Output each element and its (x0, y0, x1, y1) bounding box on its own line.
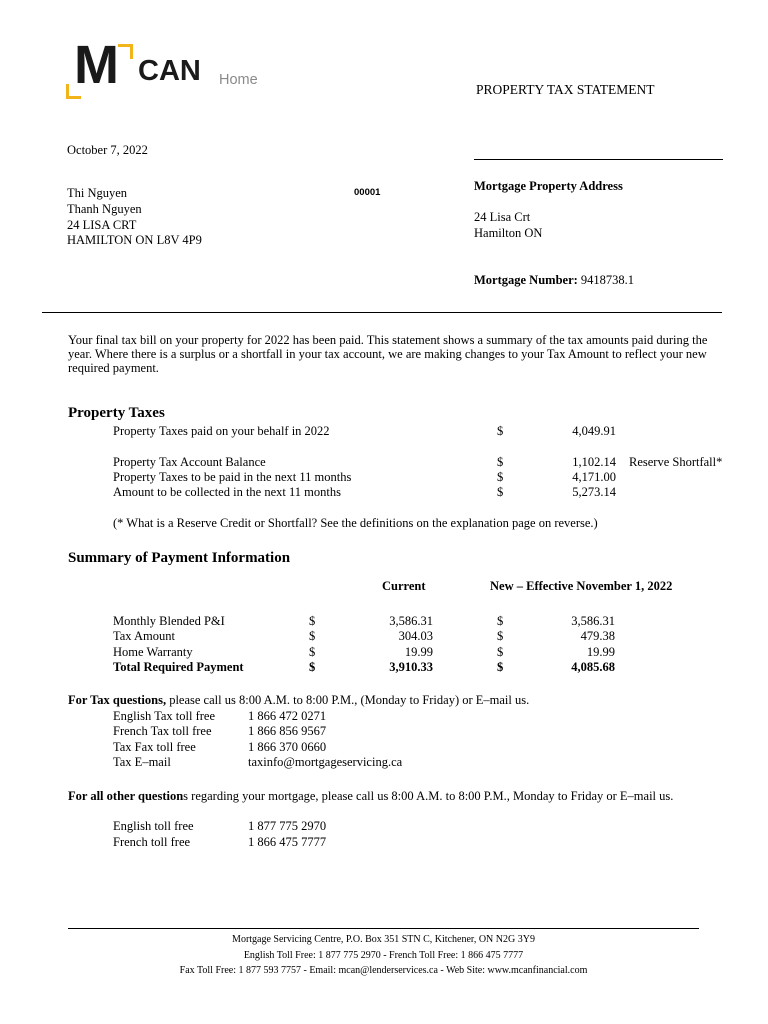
property-address-line-1: 24 Lisa Crt (474, 210, 531, 224)
tax-email-link[interactable]: taxinfo@mortgageservicing.ca (248, 755, 403, 769)
contact-label: French Tax toll free (113, 724, 212, 738)
footer-address: Mortgage Servicing Centre, P.O. Box 351 STN C, Kitchener, ON N2G 3Y9 (232, 934, 535, 945)
payment-row-new: 479.38 (580, 629, 615, 643)
footer-contact: Fax Toll Free: 1 877 593 7757 - Email: mcan@lenderservices.ca - Web Site: www.mcanfinancial.com (179, 965, 588, 976)
contact-label: English toll free (113, 819, 194, 833)
payment-summary-heading: Summary of Payment Information (68, 550, 291, 566)
header-divider (42, 312, 722, 313)
address-divider (474, 159, 723, 160)
footer-toll-free: English Toll Free: 1 877 775 2970 - French Toll Free: 1 866 475 7777 (243, 950, 524, 961)
tax-questions-text: please call us 8:00 A.M. to 8:00 P.M., (Monday to Friday) or E–mail us. (166, 693, 530, 707)
payment-row-new: 19.99 (586, 645, 615, 659)
mortgage-number-value: 9418738.1 (580, 273, 635, 287)
property-address-heading: Mortgage Property Address (474, 179, 623, 193)
tax-row-currency: $ (497, 455, 504, 469)
property-address-line-2: Hamilton ON (474, 226, 543, 240)
tax-row-label: Property Tax Account Balance (113, 455, 266, 469)
payment-row-label: Home Warranty (113, 645, 193, 659)
logo-home: Home (219, 72, 258, 88)
recipient-line-1: Thi Nguyen (67, 186, 128, 200)
contact-value: 1 866 856 9567 (248, 724, 327, 738)
payment-row-current: 19.99 (404, 645, 433, 659)
tax-row-label: Property Taxes paid on your behalf in 2022 (113, 424, 330, 438)
payment-row-current-symbol: $ (309, 614, 316, 628)
recipient-code: 00001 (354, 187, 381, 198)
payment-total-label: Total Required Payment (113, 660, 244, 674)
other-questions-intro (68, 789, 698, 803)
tax-row-currency: $ (497, 485, 504, 499)
contact-value: 1 877 775 2970 (248, 819, 327, 833)
contact-label: Tax Fax toll free (113, 740, 196, 754)
other-questions-lead: For all other question (68, 789, 184, 803)
payment-total-current: 3,910.33 (389, 660, 433, 674)
column-header-current: Current (382, 579, 426, 593)
payment-row-new-symbol: $ (497, 645, 504, 659)
tax-row-currency: $ (497, 424, 504, 438)
tax-row-amount: 1,102.14 (572, 455, 616, 469)
reserve-shortfall-note: Reserve Shortfall* (629, 455, 723, 469)
column-header-new: New – Effective November 1, 2022 (490, 579, 673, 593)
payment-row-current: 3,586.31 (389, 614, 433, 628)
other-questions-text: s regarding your mortgage, please call us 8:00 A.M. to 8:00 P.M., Monday to Friday or E–mail us. (183, 789, 674, 803)
tax-row-amount: 4,049.91 (572, 424, 616, 438)
payment-row-new-symbol: $ (497, 629, 504, 643)
recipient-line-4: HAMILTON ON L8V 4P9 (67, 233, 202, 247)
tax-row-label: Amount to be collected in the next 11 months (113, 485, 341, 499)
payment-row-label: Monthly Blended P&I (113, 614, 225, 628)
recipient-line-3: 24 LISA CRT (67, 218, 137, 232)
tax-row-currency: $ (497, 470, 504, 484)
payment-row-label: Tax Amount (113, 629, 175, 643)
mortgage-number (474, 274, 634, 287)
payment-row-current: 304.03 (398, 629, 433, 643)
logo-can: CAN (138, 55, 201, 87)
recipient-line-2: Thanh Nguyen (67, 202, 142, 216)
payment-row-new: 3,586.31 (571, 614, 615, 628)
contact-value: 1 866 472 0271 (248, 709, 327, 723)
payment-total-new-symbol: $ (497, 660, 504, 674)
contact-label: Tax E–mail (113, 755, 171, 769)
payment-total-new: 4,085.68 (571, 660, 615, 674)
document-title: PROPERTY TAX STATEMENT (476, 82, 655, 97)
payment-row-current-symbol: $ (309, 645, 316, 659)
payment-row-current-symbol: $ (309, 629, 316, 643)
tax-row-amount: 5,273.14 (572, 485, 616, 499)
tax-row-amount: 4,171.00 (572, 470, 616, 484)
contact-value: 1 866 475 7777 (248, 835, 327, 849)
logo-corner-top-right (118, 44, 133, 59)
contact-label: English Tax toll free (113, 709, 215, 723)
footer-divider (68, 928, 699, 929)
tax-questions-intro (68, 694, 529, 707)
mortgage-number-label: Mortgage Number: (474, 273, 578, 287)
tax-row-label: Property Taxes to be paid in the next 11 months (113, 470, 352, 484)
contact-value: 1 866 370 0660 (248, 740, 327, 754)
statement-date: October 7, 2022 (67, 143, 148, 157)
intro-paragraph: Your final tax bill on your property for 2022 has been paid. This statement shows a summary of the tax amounts paid during the year. Where there is a surplus or a shortfall in your tax account, we are making changes to your Tax Amount to reflect your new required payment. (68, 333, 708, 375)
payment-total-current-symbol: $ (309, 660, 316, 674)
contact-label: French toll free (113, 835, 191, 849)
reserve-footnote: (* What is a Reserve Credit or Shortfall? See the definitions on the explanation page on reverse.) (113, 516, 598, 530)
property-taxes-heading: Property Taxes (68, 405, 165, 421)
payment-row-new-symbol: $ (497, 614, 504, 628)
logo-letter-m: M (74, 35, 117, 95)
tax-questions-lead: For Tax questions, (68, 693, 167, 707)
